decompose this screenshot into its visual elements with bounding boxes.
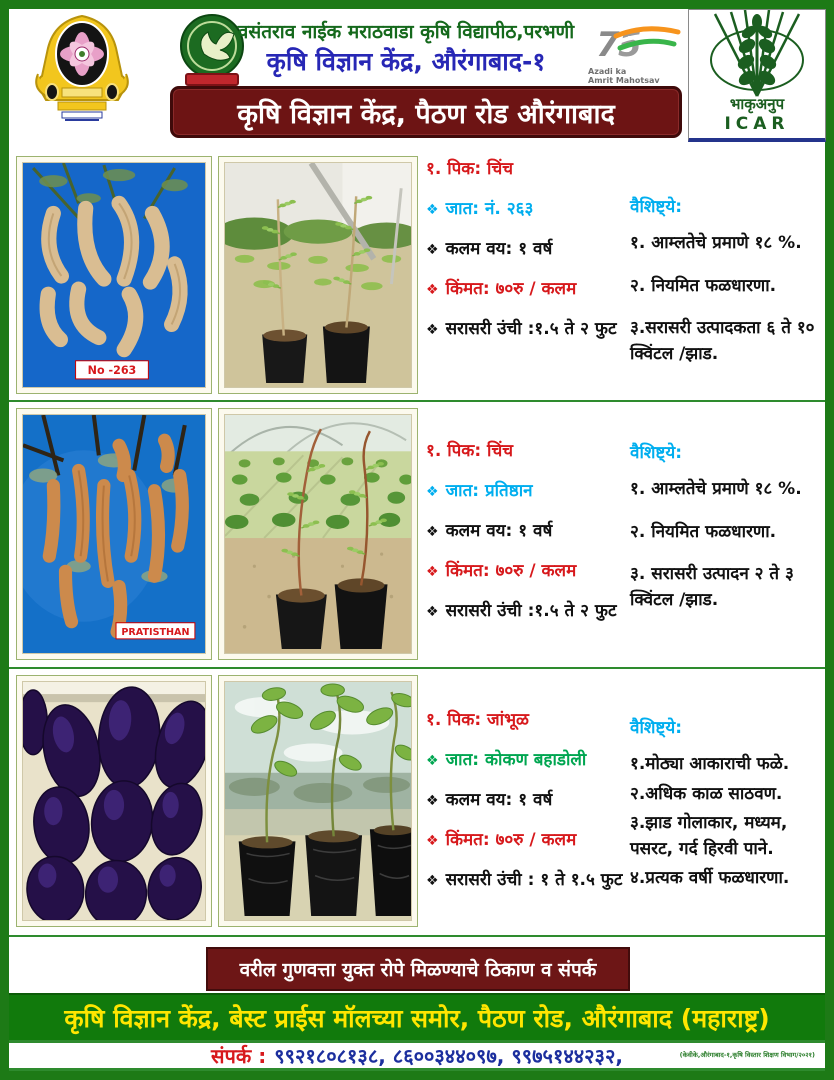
diamond-bullet-icon: ❖ bbox=[426, 321, 439, 338]
feature-item: १.मोठ्या आकाराची फळे. bbox=[630, 754, 790, 774]
saplings-photo-3 bbox=[218, 675, 418, 927]
svg-text:7: 7 bbox=[596, 25, 620, 64]
price-text: किंमत: ७०रु / कलम bbox=[445, 560, 577, 581]
icar-latin-label: ICAR bbox=[724, 114, 790, 134]
saplings-image-3 bbox=[224, 681, 412, 921]
feature-item: १. आम्लतेचे प्रमाणे १८ %. bbox=[630, 479, 802, 499]
saplings-image-2 bbox=[224, 414, 412, 654]
price-line bbox=[426, 560, 631, 583]
amrit-caption-1: Azadi ka bbox=[588, 67, 627, 76]
address-band bbox=[9, 993, 825, 1040]
feature-item: २. नियमित फळधारणा. bbox=[630, 521, 777, 542]
diamond-bullet-icon: ❖ bbox=[426, 563, 439, 580]
feature-item: ३. सरासरी उत्पादन २ ते ३ क्विंटल /झाड. bbox=[630, 564, 794, 610]
diamond-bullet-icon: ❖ bbox=[426, 603, 439, 620]
height-text: सरासरी उंची :१.५ ते २ फुट bbox=[445, 600, 617, 621]
university-name: वसंतराव नाईक मराठवाडा कृषि विद्यापीठ,परभणी bbox=[237, 21, 575, 43]
height-text: सरासरी उंची :१.५ ते २ फुट bbox=[445, 318, 617, 339]
svg-text:5: 5 bbox=[618, 25, 642, 64]
price-text: किंमत: ७०रु / कलम bbox=[445, 829, 577, 850]
product-row-1 bbox=[0, 148, 834, 400]
price-text: किंमत: ७०रु / कलम bbox=[445, 278, 577, 299]
features-column-3 bbox=[630, 715, 828, 896]
product-row-3 bbox=[0, 669, 834, 933]
diamond-bullet-icon: ❖ bbox=[426, 523, 439, 540]
kvk-name: कृषि विज्ञान केंद्र, औरंगाबाद-१ bbox=[266, 47, 546, 76]
saplings-photo-1 bbox=[218, 156, 418, 394]
icar-devanagari-label: भाकृअनुप bbox=[729, 95, 785, 113]
feature-item: १. आम्लतेचे प्रमाणे १८ %. bbox=[630, 233, 802, 253]
feature-item: २. नियमित फळधारणा. bbox=[630, 275, 777, 296]
frame-top bbox=[0, 0, 834, 9]
credit-note: (केवीके,औरंगाबाद-१,कृषि विस्तार शिक्षण विभाग/२०२१) bbox=[679, 1051, 815, 1059]
feature-item: ४.प्रत्यक वर्षी फळधारणा. bbox=[630, 868, 790, 888]
height-line bbox=[426, 869, 631, 892]
contact-numbers: ९९२१८०८१३८, ८६००३४४०९७, ९९७५१४४२३२, bbox=[274, 1044, 623, 1068]
address-text: कृषि विज्ञान केंद्र, बेस्ट प्राईस मॉलच्या समोर, पैठण रोड, औरंगाबाद (महाराष्ट्र) bbox=[64, 1003, 770, 1033]
price-line bbox=[426, 278, 631, 301]
age-text: कलम वय: १ वर्ष bbox=[445, 789, 553, 810]
university-crest-logo bbox=[32, 14, 132, 132]
diamond-bullet-icon: ❖ bbox=[426, 483, 439, 500]
price-line bbox=[426, 829, 631, 852]
height-line bbox=[426, 600, 631, 623]
location-banner: वरील गुणवत्ता युक्त रोपे मिळण्याचे ठिकाण व संपर्क bbox=[206, 947, 630, 991]
tamarind-pods-image-1 bbox=[22, 162, 206, 388]
features-column-2 bbox=[630, 440, 828, 630]
diamond-bullet-icon: ❖ bbox=[426, 752, 439, 769]
variety-line bbox=[426, 198, 631, 221]
amrit-mahotsav-75-icon bbox=[588, 22, 684, 64]
variety-line bbox=[426, 749, 631, 772]
features-list bbox=[630, 477, 828, 613]
saplings-image-1 bbox=[224, 162, 412, 388]
age-line bbox=[426, 238, 631, 261]
diamond-bullet-icon: ❖ bbox=[426, 241, 439, 258]
age-line bbox=[426, 789, 631, 812]
diamond-bullet-icon: ❖ bbox=[426, 792, 439, 809]
feature-item: ३.झाड गोलाकार, मध्यम, पसरट, गर्द हिरवी पाने. bbox=[630, 813, 788, 859]
features-title: वैशिष्ट्ये: bbox=[630, 718, 683, 738]
features-list bbox=[630, 752, 828, 892]
diamond-bullet-icon: ❖ bbox=[426, 872, 439, 889]
crop-line: १. पिक: जांभूळ bbox=[426, 710, 529, 730]
height-text: सरासरी उंची : १ ते १.५ फुट bbox=[445, 869, 623, 890]
feature-item: ३.सरासरी उत्पादकता ६ ते १० क्विंटल /झाड. bbox=[630, 318, 815, 364]
icar-logo-box bbox=[688, 9, 826, 142]
features-title: वैशिष्ट्ये: bbox=[630, 197, 683, 217]
features-column-1 bbox=[630, 194, 828, 384]
feature-item: २.अधिक काळ साठवण. bbox=[630, 783, 783, 804]
product-row-2 bbox=[0, 402, 834, 667]
details-column-3 bbox=[426, 709, 631, 909]
variety-text: जात: प्रतिष्ठान bbox=[445, 480, 533, 501]
tamarind-pods-photo-1 bbox=[16, 156, 212, 394]
tamarind-pods-image-2 bbox=[22, 414, 206, 654]
jamun-fruits-photo bbox=[16, 675, 212, 927]
amrit-caption-2: Amrit Mahotsav bbox=[588, 75, 660, 85]
amrit-mahotsav-logo bbox=[588, 22, 684, 86]
diamond-bullet-icon: ❖ bbox=[426, 832, 439, 849]
tamarind-pods-photo-2 bbox=[16, 408, 212, 660]
diamond-bullet-icon: ❖ bbox=[426, 201, 439, 218]
jamun-fruits-image bbox=[22, 681, 206, 921]
photo-tag-label-1: No -263 bbox=[87, 363, 137, 377]
contact-band bbox=[9, 1040, 825, 1071]
height-line bbox=[426, 318, 631, 341]
frame-bottom bbox=[0, 1071, 834, 1080]
details-column-1 bbox=[426, 158, 631, 358]
age-text: कलम वय: १ वर्ष bbox=[445, 520, 553, 541]
title-banner: कृषि विज्ञान केंद्र, पैठण रोड औरंगाबाद bbox=[170, 86, 682, 138]
diamond-bullet-icon: ❖ bbox=[426, 281, 439, 298]
variety-text: जात: नं. २६३ bbox=[445, 198, 534, 219]
row-separator-3 bbox=[9, 935, 825, 937]
photo-tag-label-2: PRATISTHAN bbox=[121, 626, 190, 638]
contact-label: संपर्क : bbox=[211, 1044, 267, 1068]
crop-line: १. पिक: चिंच bbox=[426, 159, 514, 179]
saplings-photo-2 bbox=[218, 408, 418, 660]
variety-text: जात: कोकण बहाडोली bbox=[445, 749, 587, 770]
features-title: वैशिष्ट्ये: bbox=[630, 443, 683, 463]
details-column-2 bbox=[426, 440, 631, 640]
features-list bbox=[630, 231, 828, 367]
age-text: कलम वय: १ वर्ष bbox=[445, 238, 553, 259]
icar-wheat-icon bbox=[697, 10, 817, 98]
crop-line: १. पिक: चिंच bbox=[426, 441, 514, 461]
age-line bbox=[426, 520, 631, 543]
variety-line bbox=[426, 480, 631, 503]
